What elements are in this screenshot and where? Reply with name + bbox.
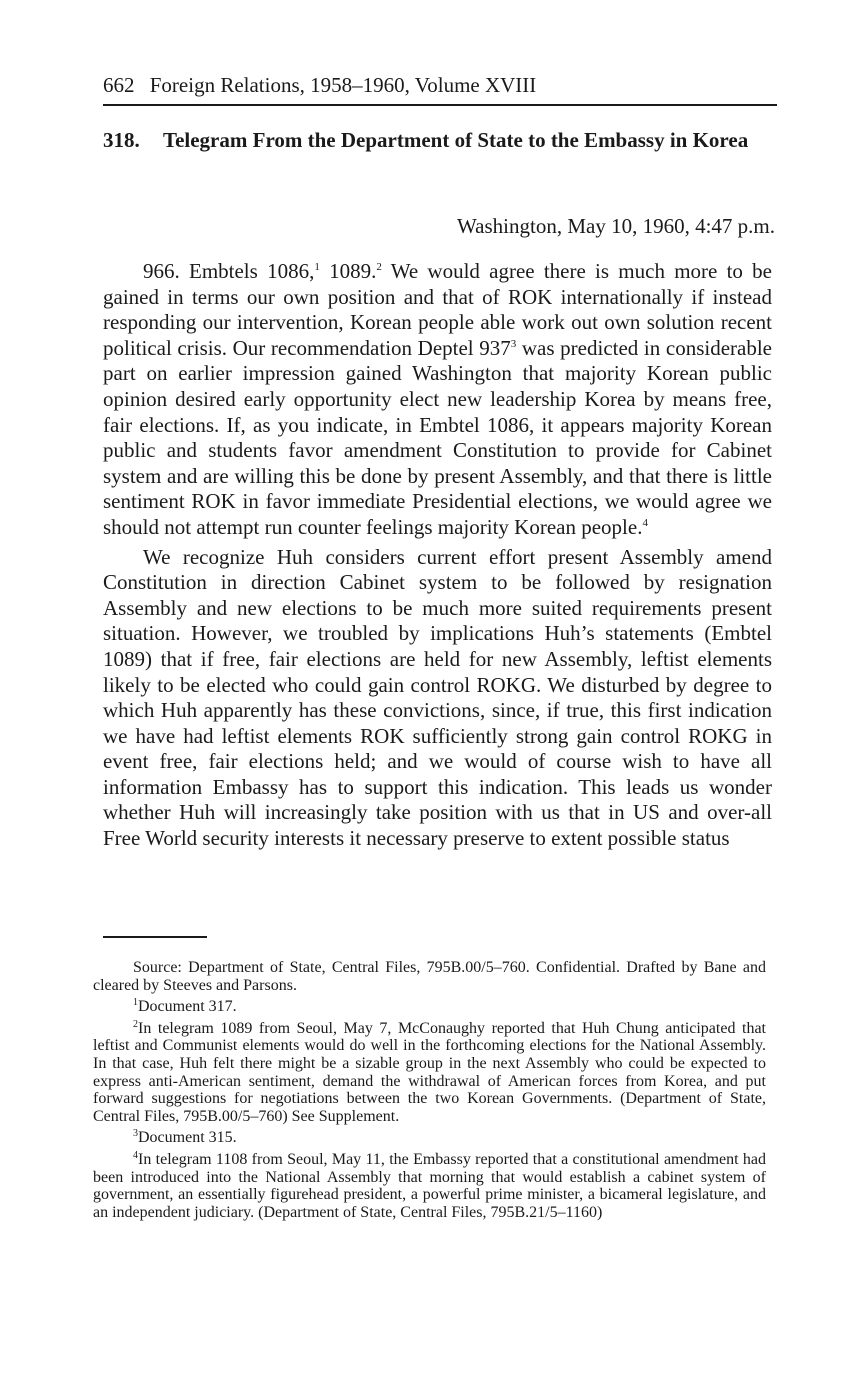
page-number: 662 [103,73,135,97]
header-rule [103,104,777,106]
footnote-text: In telegram 1108 from Seoul, May 11, the Embassy reported that a constitutional amendment had been introduced into the National Assembly that morning that would establish a cabinet system of government, an essentially figurehead president, a powerful prime minister, a bicameral legislature, and an independent judiciary. (Department of State, Central Files, 795B.21/5–1160) [93,1150,766,1221]
dateline: Washington, May 10, 1960, 4:47 p.m. [457,214,775,238]
footnote-text: Document 317. [138,998,237,1016]
footnote-ref-1: 1 [314,261,320,273]
body-paragraph-2: We recognize Huh considers current effort present Assembly amend Constitution in direction Cabinet system to be followed by resignation Assembly and new elections to be much more suited requirements present situation. However, we troubled by implications Huh’s statements (Embtel 1089) that if free, fair elections are held for new Assembly, leftist elements likely to be elected who could gain control ROKG. We disturbed by degree to which Huh apparently has these convictions, since, if true, this first indication we have had leftist elements ROK sufficiently strong gain control ROKG in event free, fair elections held; and we would of course wish to have all information Embassy has to support this indication. This leads us wonder whether Huh will increasingly take position with us that in US and over-all Free World security interests it necessary preserve to extent possible status [103,544,772,851]
telegram-body [103,259,772,852]
source-note: Source: Department of State, Central Files, 795B.00/5–760. Confidential. Drafted by Bane and cleared by Steeves and Parsons. [93,959,766,994]
footnote-4 [93,1151,766,1221]
footnote-mark: 3 [133,1128,138,1140]
footnote-mark: 2 [133,1018,138,1030]
body-text-run: 966. Embtels 1086, [143,259,315,283]
footnote-text: Document 315. [138,1129,237,1147]
body-paragraph-1 [103,259,772,541]
footnote-ref-2: 2 [376,261,382,273]
footnote-3 [93,1129,766,1147]
body-text-run: 1089. [319,259,377,283]
footnote-rule [103,936,207,938]
body-text-run: was predicted in considerable part on earlier impression gained Washington that majority Korean public opinion desired early opportunity elect new leadership Korea by means free, fair elections. If, as you indicate, in Embtel 1086, it appears majority Korean public and students favor amendment Constitution to provide for Cabinet system and are willing this be done by present Assembly, and that there is little sentiment ROK in favor immediate Presidential elections, we would agree we should not attempt run counter feelings majority Korean people. [103,335,772,539]
document-title: Telegram From the Department of State to the Embassy in Korea [163,128,749,152]
running-head [103,73,536,98]
document-number: 318. [103,128,140,152]
footnote-mark: 1 [133,997,138,1009]
footnote-1 [93,998,766,1016]
body-text-run: We would agree there is much more to be gained in terms our own position and that of ROK internationally if instead responding our intervention, Korean people able work out own solution recent political crisis. Our recommendation Deptel 937 [103,259,773,360]
footnote-text: In telegram 1089 from Seoul, May 7, McConaughy reported that Huh Chung anticipated that leftist and Communist elements would do well in the forthcoming elections for the National Assembly. In that case, Huh felt there might be a sizable group in the next Assembly who could be expected to express anti-American sentiment, demand the withdrawal of American forces from Korea, and put forward suggestions for negotiations between the two Korean Governments. (Department of State, Central Files, 795B.00/5–760) See Supplement. [93,1019,766,1125]
footnote-ref-3: 3 [510,337,517,350]
footnote-ref-4: 4 [642,516,648,529]
footnotes [93,959,766,1225]
footnote-mark: 4 [133,1149,138,1161]
volume-title: Foreign Relations, 1958–1960, Volume XVIII [149,73,537,97]
footnote-2 [93,1020,766,1126]
